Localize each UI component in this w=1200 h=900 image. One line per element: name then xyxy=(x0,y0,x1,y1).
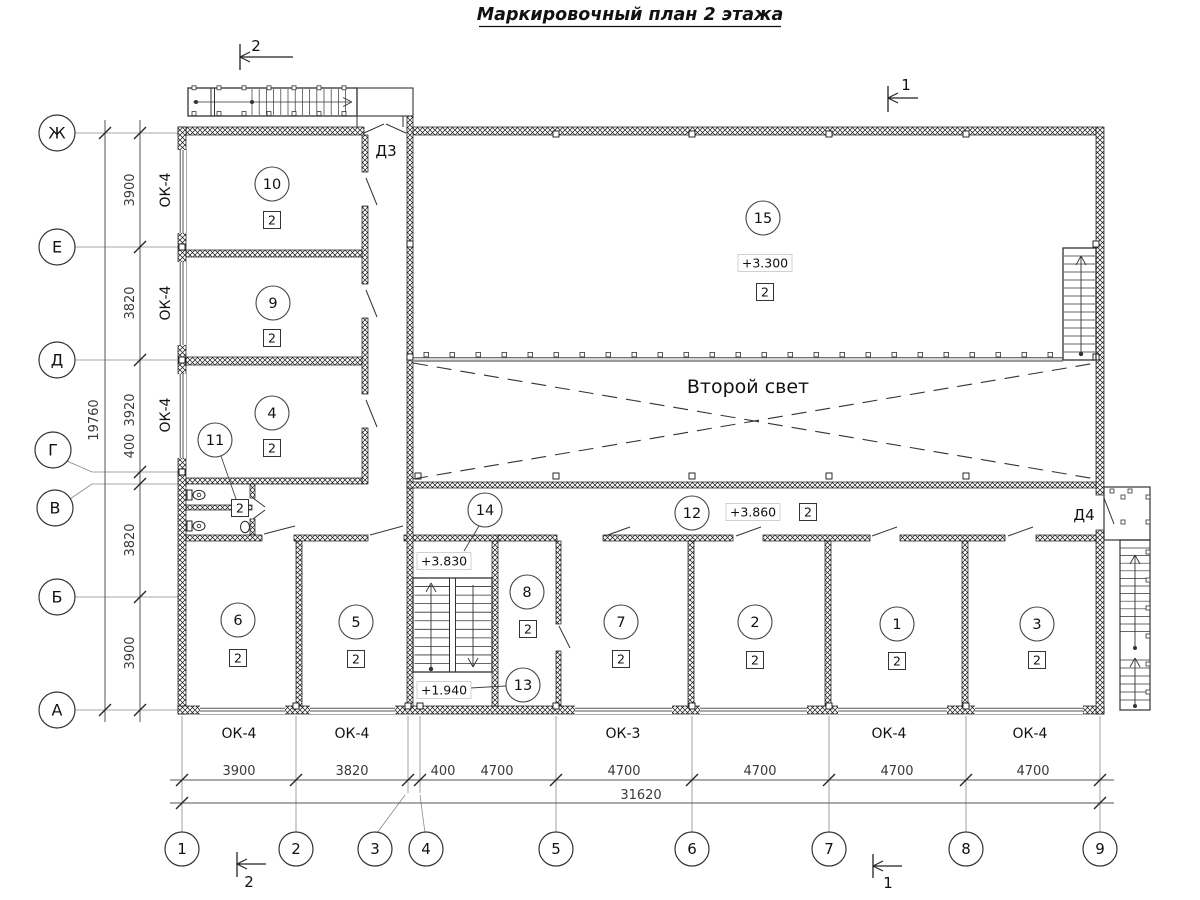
dim-bottom-2: 3820 xyxy=(335,764,369,779)
dim-bottom-3: 400 xyxy=(430,764,456,779)
room-number-2: 2 xyxy=(750,615,760,631)
type-4: 2 xyxy=(268,440,276,456)
room-mark-circles xyxy=(198,167,1054,702)
axis-label-2: 2 xyxy=(291,840,301,858)
dim-left-3: 3920 xyxy=(123,393,138,427)
room-number-12: 12 xyxy=(682,506,702,522)
stairs-railings-doors xyxy=(179,27,1150,879)
type-5: 2 xyxy=(352,651,360,667)
window-labels xyxy=(158,172,1048,742)
horizontal-axis-bubbles xyxy=(165,832,1117,866)
axis-label-7: 7 xyxy=(824,840,834,858)
walls xyxy=(178,116,1104,714)
axis-label-v: В xyxy=(49,498,61,518)
room-number-9: 9 xyxy=(268,296,278,312)
type-corridor: 2 xyxy=(804,504,812,520)
window-label-bottom-1: ОК-4 xyxy=(221,726,257,742)
axis-label-1: 1 xyxy=(177,840,187,858)
dim-bottom-total: 31620 xyxy=(620,788,662,803)
left-dimension-texts xyxy=(87,173,138,669)
type-15: 2 xyxy=(761,284,769,300)
room-number-13: 13 xyxy=(513,678,533,694)
window-label-left-1: ОК-4 xyxy=(158,172,174,208)
dim-bottom-1: 3900 xyxy=(222,764,256,779)
window-label-bottom-3: ОК-3 xyxy=(605,726,641,742)
type-6: 2 xyxy=(234,650,242,666)
axis-label-5: 5 xyxy=(551,840,561,858)
type-9: 2 xyxy=(268,330,276,346)
window-label-bottom-4: ОК-4 xyxy=(871,726,907,742)
type-11: 2 xyxy=(236,500,244,516)
axis-label-g: Г xyxy=(48,440,58,460)
dim-left-1: 3900 xyxy=(123,173,138,207)
room-number-7: 7 xyxy=(616,615,626,631)
axis-label-9: 9 xyxy=(1095,840,1105,858)
vertical-axis-bubbles xyxy=(35,115,75,728)
dim-bottom-6: 4700 xyxy=(743,764,777,779)
section-2-bottom-label: 2 xyxy=(244,873,254,891)
page-title: Маркировочный план 2 этажа xyxy=(476,5,784,25)
dim-bottom-7: 4700 xyxy=(880,764,914,779)
axis-label-3: 3 xyxy=(370,840,380,858)
section-1-top-label: 1 xyxy=(901,76,911,94)
window-label-bottom-5: ОК-4 xyxy=(1012,726,1048,742)
dim-left-total: 19760 xyxy=(87,399,102,441)
window-label-left-2: ОК-4 xyxy=(158,285,174,321)
bottom-dimension-texts xyxy=(222,764,1049,803)
level-15: +3.300 xyxy=(741,255,789,271)
section-2-top-label: 2 xyxy=(251,37,261,55)
dim-left-4: 400 xyxy=(123,433,138,459)
axis-label-e: Е xyxy=(51,237,63,257)
level-texts xyxy=(421,256,788,698)
type-10: 2 xyxy=(268,212,276,228)
level-corridor: +3.860 xyxy=(729,504,777,520)
type-1: 2 xyxy=(893,653,901,669)
type-2: 2 xyxy=(751,652,759,668)
axis-label-a: А xyxy=(51,700,63,720)
axis-label-4: 4 xyxy=(421,840,431,858)
room-number-10: 10 xyxy=(262,177,282,193)
room-number-6: 6 xyxy=(233,613,243,629)
room-number-11: 11 xyxy=(205,433,225,449)
dim-left-5: 3820 xyxy=(123,523,138,557)
vertical-axis-labels xyxy=(48,124,66,720)
window-label-bottom-2: ОК-4 xyxy=(334,726,370,742)
dim-left-2: 3820 xyxy=(123,286,138,320)
room-number-8: 8 xyxy=(522,585,532,601)
dim-bottom-8: 4700 xyxy=(1016,764,1050,779)
void-label: Второй свет xyxy=(686,376,810,398)
horizontal-axis-labels xyxy=(177,840,1105,858)
axis-label-zh: Ж xyxy=(48,123,66,143)
dim-bottom-4: 4700 xyxy=(480,764,514,779)
dim-bottom-5: 4700 xyxy=(607,764,641,779)
type-7: 2 xyxy=(617,651,625,667)
room-number-14: 14 xyxy=(475,503,495,519)
axis-label-8: 8 xyxy=(961,840,971,858)
window-label-left-3: ОК-4 xyxy=(158,397,174,433)
axis-label-6: 6 xyxy=(687,840,697,858)
room-number-1: 1 xyxy=(892,617,902,633)
axis-label-b: Б xyxy=(51,587,63,607)
axis-label-d: Д xyxy=(50,350,64,370)
dim-left-6: 3900 xyxy=(123,636,138,670)
room-number-15: 15 xyxy=(753,211,773,227)
level-stair-upper: +3.830 xyxy=(420,553,468,569)
room-number-3: 3 xyxy=(1032,617,1042,633)
door-label-d4: Д4 xyxy=(1073,506,1095,524)
room-number-4: 4 xyxy=(267,406,277,422)
door-label-d3: Д3 xyxy=(375,142,397,160)
type-8: 2 xyxy=(524,621,532,637)
level-stair-lower: +1.940 xyxy=(420,682,468,698)
section-1-bottom-label: 1 xyxy=(883,874,893,892)
room-number-5: 5 xyxy=(351,615,361,631)
type-3: 2 xyxy=(1033,652,1041,668)
